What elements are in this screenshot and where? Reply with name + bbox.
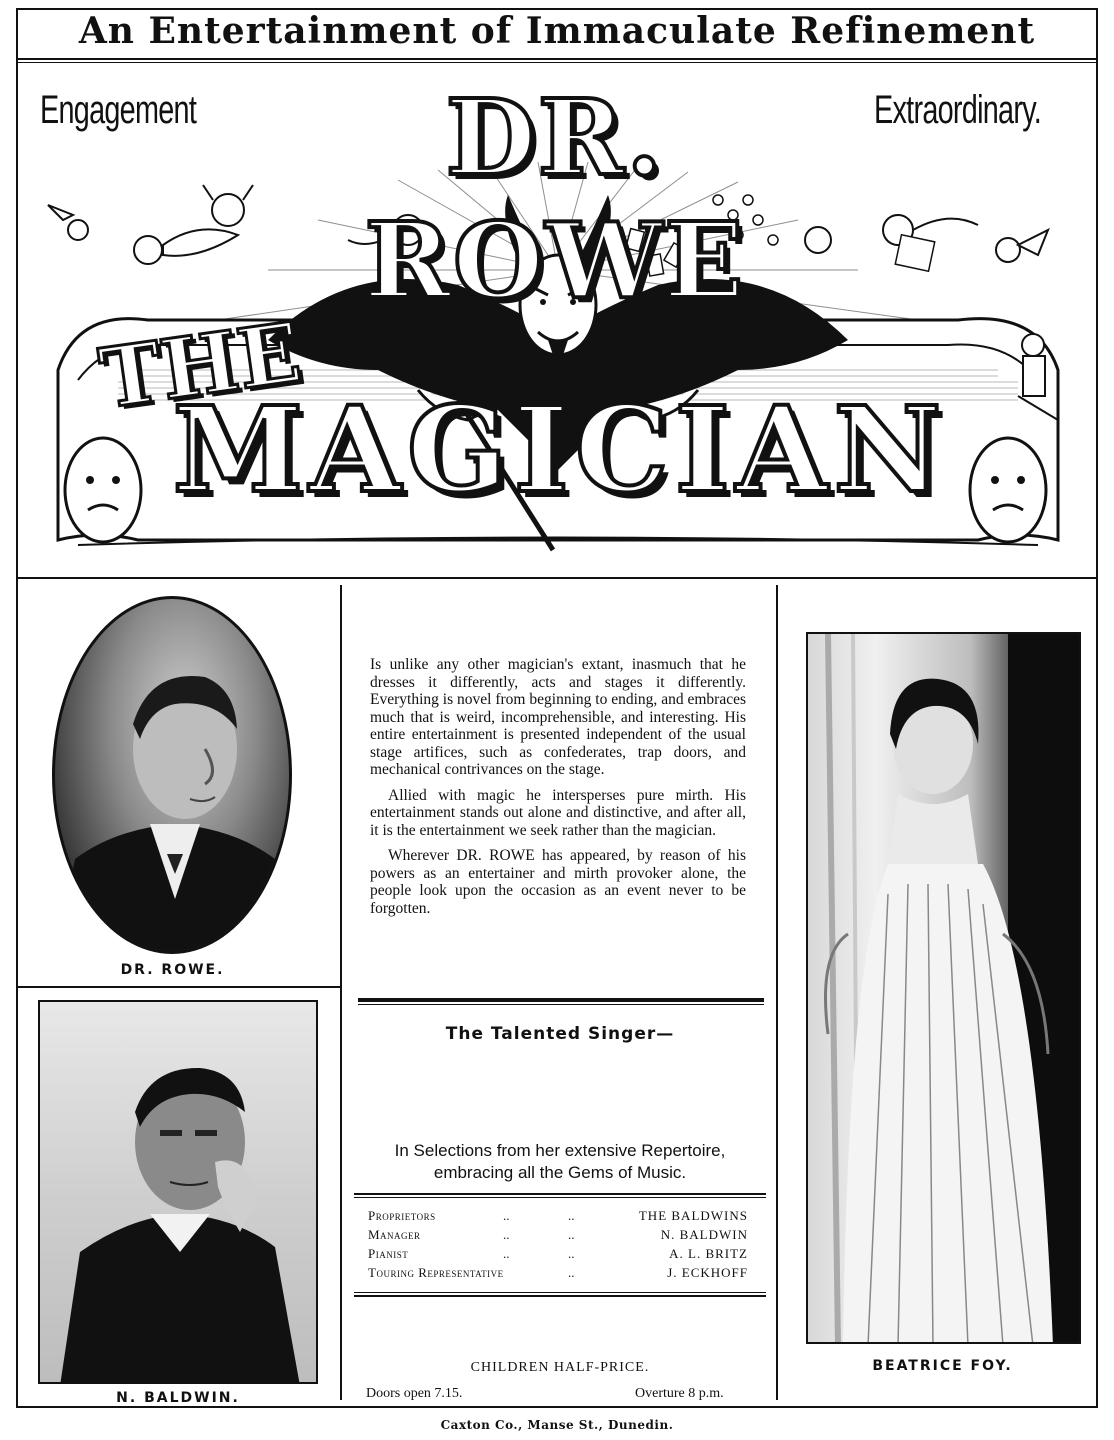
singer-title: The Talented Singer— <box>445 1024 675 1044</box>
credits-top-rule <box>354 1193 766 1195</box>
credit-row <box>368 1208 748 1227</box>
credit-role: Pianist <box>368 1246 409 1261</box>
dr-rowe-figure <box>55 599 292 954</box>
dr-rowe-caption: DR. ROWE. <box>120 962 225 978</box>
banner-right-text: Extraordinary. <box>874 88 1042 132</box>
headline: An Entertainment of Immaculate Refinement <box>78 10 1036 52</box>
description-paragraph-1: Is unlike any other magician's extant, inasmuch that he dresses it differently, acts and stages it differently. Everything is novel from beginning to ending, and embraces much that is weird, incomprehensible, and interesting. His entire entertainment is presented independent of the usual stage artifices, such as confederates, trap doors, and mechanical contrivances on the stage. <box>370 656 746 778</box>
headline-rule <box>16 58 1098 60</box>
overture-time: Overture 8 p.m. <box>635 1386 724 1401</box>
printer-imprint: Caxton Co., Manse St., Dunedin. <box>440 1418 674 1432</box>
headline-rule-thin <box>16 62 1098 63</box>
credit-role: Touring Representative <box>368 1265 504 1280</box>
credit-leader: .. <box>568 1227 575 1242</box>
description-paragraph-2: Allied with magic he intersperses pure mirth. His entertainment stands out alone and distinctive, and after all, it is the entertainment we seek rather than the magician. <box>370 786 746 839</box>
performer-name: DR. ROWE <box>364 76 746 322</box>
title-the: THE <box>94 304 307 428</box>
credit-name: THE BALDWINS <box>638 1208 748 1223</box>
credit-leader: .. <box>503 1246 510 1261</box>
singer-selections <box>355 1140 765 1184</box>
beatrice-foy-figure <box>808 634 1081 1344</box>
credit-leader: .. <box>503 1208 510 1223</box>
description-block <box>370 656 746 925</box>
children-price: CHILDREN HALF-PRICE. <box>470 1360 650 1375</box>
left-column-rule <box>16 986 341 988</box>
banner-bottom-rule <box>16 577 1098 579</box>
credits-top-rule-thin <box>354 1197 766 1198</box>
credit-role: Manager <box>368 1227 421 1242</box>
credit-leader: .. <box>568 1246 575 1261</box>
credit-name: N. BALDWIN <box>660 1227 748 1242</box>
banner-left-text: Engagement <box>40 88 197 132</box>
credit-leader: .. <box>568 1265 575 1280</box>
credits-table <box>368 1208 748 1284</box>
singer-selections-line-1: In Selections from her extensive Repertoire, <box>394 1141 726 1160</box>
column-divider-left <box>340 585 342 1400</box>
credit-role: Proprietors <box>368 1208 436 1223</box>
credits-bottom-rule <box>354 1292 766 1293</box>
dr-rowe-portrait <box>52 596 292 954</box>
column-divider-right <box>776 585 778 1400</box>
beatrice-foy-caption: BEATRICE FOY. <box>872 1358 1013 1374</box>
credit-row <box>368 1265 748 1284</box>
n-baldwin-photo <box>38 1000 318 1384</box>
beatrice-foy-photo <box>806 632 1081 1344</box>
singer-selections-line-2: embracing all the Gems of Music. <box>433 1163 687 1182</box>
credit-leader: .. <box>568 1208 575 1223</box>
credit-leader: .. <box>503 1227 510 1242</box>
title-magician: MAGICIAN <box>172 380 948 519</box>
center-rule-thin <box>358 1004 764 1005</box>
credits-bottom-rule-thick <box>354 1295 766 1297</box>
credit-row <box>368 1227 748 1246</box>
doors-time: Doors open 7.15. <box>366 1386 463 1401</box>
n-baldwin-figure <box>40 1002 318 1384</box>
credit-name: J. ECKHOFF <box>667 1265 748 1280</box>
credit-row <box>368 1246 748 1265</box>
center-rule-thick <box>358 998 764 1002</box>
credit-name: A. L. BRITZ <box>669 1246 748 1261</box>
n-baldwin-caption: N. BALDWIN. <box>116 1390 240 1406</box>
description-paragraph-3: Wherever DR. ROWE has appeared, by reason of his powers as an entertainer and mirth provoker alone, the people look upon the occasion as an event never to be forgotten. <box>370 847 746 917</box>
